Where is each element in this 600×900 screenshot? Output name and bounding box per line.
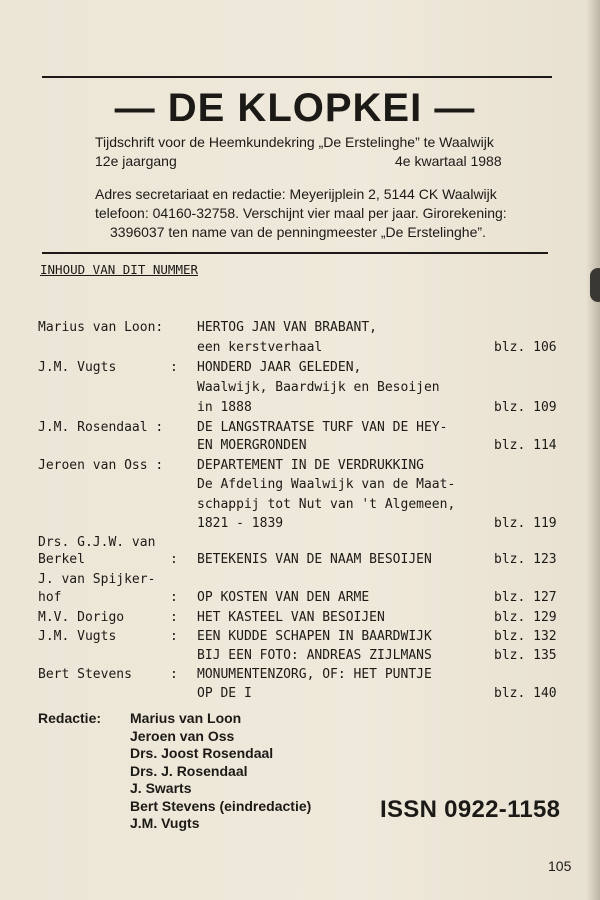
toc-colon: :	[170, 360, 178, 375]
redactie-label: Redactie:	[38, 710, 102, 726]
toc-title: EN MOERGRONDEN	[197, 438, 307, 453]
toc-author: J.M. Vugts	[38, 360, 117, 375]
toc-title: BETEKENIS VAN DE NAAM BESOIJEN	[197, 552, 432, 567]
address-line-3: 3396037 ten name van de penningmeester „De Erstelinghe”.	[110, 224, 486, 240]
toc-title: BIJ EEN FOTO: ANDREAS ZIJLMANS	[197, 648, 432, 663]
redactie-name: Drs. J. Rosendaal	[130, 762, 248, 779]
toc-colon: :	[170, 610, 178, 625]
toc-title: MONUMENTENZORG, OF: HET PUNTJE	[197, 667, 432, 682]
redactie-name: J.M. Vugts	[130, 815, 200, 831]
toc-colon: :	[170, 667, 178, 682]
toc-title: HET KASTEEL VAN BESOIJEN	[197, 610, 385, 625]
redactie-name: Drs. Joost Rosendaal	[130, 745, 274, 761]
toc-page: blz. 140	[494, 686, 557, 701]
top-rule	[42, 76, 552, 78]
middle-rule	[42, 252, 548, 254]
toc-page: blz. 119	[494, 516, 557, 531]
volume-label: 12e jaargang	[95, 153, 177, 169]
toc-page: blz. 132	[494, 629, 557, 644]
volume-line	[95, 153, 502, 169]
issue-label: 4e kwartaal 1988	[395, 153, 502, 169]
binder-hole	[590, 268, 600, 302]
toc-page: blz. 135	[494, 648, 557, 663]
redactie-name: Marius van Loon	[130, 710, 242, 726]
toc-title: OP KOSTEN VAN DEN ARME	[197, 590, 370, 605]
toc-title: HERTOG JAN VAN BRABANT,	[197, 320, 378, 335]
toc-author: Jeroen van Oss :	[38, 458, 164, 473]
toc-page: blz. 114	[494, 438, 557, 453]
toc-title: OP DE I	[197, 686, 252, 701]
redactie-name: Bert Stevens (eindredactie)	[130, 797, 312, 814]
toc-title: Waalwijk, Baardwijk en Besoijen	[197, 380, 440, 395]
toc-colon: :	[170, 590, 178, 605]
toc-colon: :	[170, 552, 178, 567]
page-edge-shadow	[586, 0, 600, 900]
toc-page: blz. 109	[494, 400, 557, 415]
toc-title: EEN KUDDE SCHAPEN IN BAARDWIJK	[197, 629, 432, 644]
toc-title: schappij tot Nut van 't Algemeen,	[197, 497, 456, 512]
toc-author: Bert Stevens	[38, 667, 132, 682]
toc-author: Berkel	[38, 552, 85, 567]
toc-title: HONDERD JAAR GELEDEN,	[197, 360, 362, 375]
toc-colon: :	[170, 629, 178, 644]
address-line-2: telefoon: 04160-32758. Verschijnt vier maal per jaar. Girorekening:	[95, 205, 507, 221]
toc-author: J.M. Rosendaal :	[38, 420, 164, 435]
toc-title: in 1888	[197, 400, 252, 415]
toc-heading: INHOUD VAN DIT NUMMER	[40, 262, 199, 277]
toc-page: blz. 127	[494, 590, 557, 605]
toc-title: 1821 - 1839	[197, 516, 284, 531]
magazine-title: — DE KLOPKEI —	[114, 86, 476, 130]
toc-page: blz. 129	[494, 610, 557, 625]
redactie-name: Jeroen van Oss	[130, 727, 235, 744]
toc-title: DEPARTEMENT IN DE VERDRUKKING	[197, 458, 424, 473]
toc-author: Marius van Loon:	[38, 320, 164, 335]
toc-author: Drs. G.J.W. van	[38, 535, 156, 550]
toc-title: De Afdeling Waalwijk van de Maat-	[197, 477, 456, 492]
issn-number: ISSN 0922-1158	[380, 796, 561, 823]
toc-page: blz. 123	[494, 552, 557, 567]
toc-author: J. van Spijker-	[38, 572, 156, 587]
toc-author: M.V. Dorigo	[38, 610, 125, 625]
toc-title: DE LANGSTRAATSE TURF VAN DE HEY-	[197, 420, 448, 435]
toc-title: een kerstverhaal	[197, 340, 323, 355]
address-line-1: Adres secretariaat en redactie: Meyerijplein 2, 5144 CK Waalwijk	[95, 186, 497, 202]
toc-author: J.M. Vugts	[38, 629, 117, 644]
toc-author: hof	[38, 590, 62, 605]
magazine-subtitle: Tijdschrift voor de Heemkundekring „De Erstelinghe” te Waalwijk	[95, 134, 494, 150]
toc-page: blz. 106	[494, 340, 557, 355]
page-number: 105	[548, 858, 572, 874]
redactie-name: J. Swarts	[130, 780, 192, 796]
